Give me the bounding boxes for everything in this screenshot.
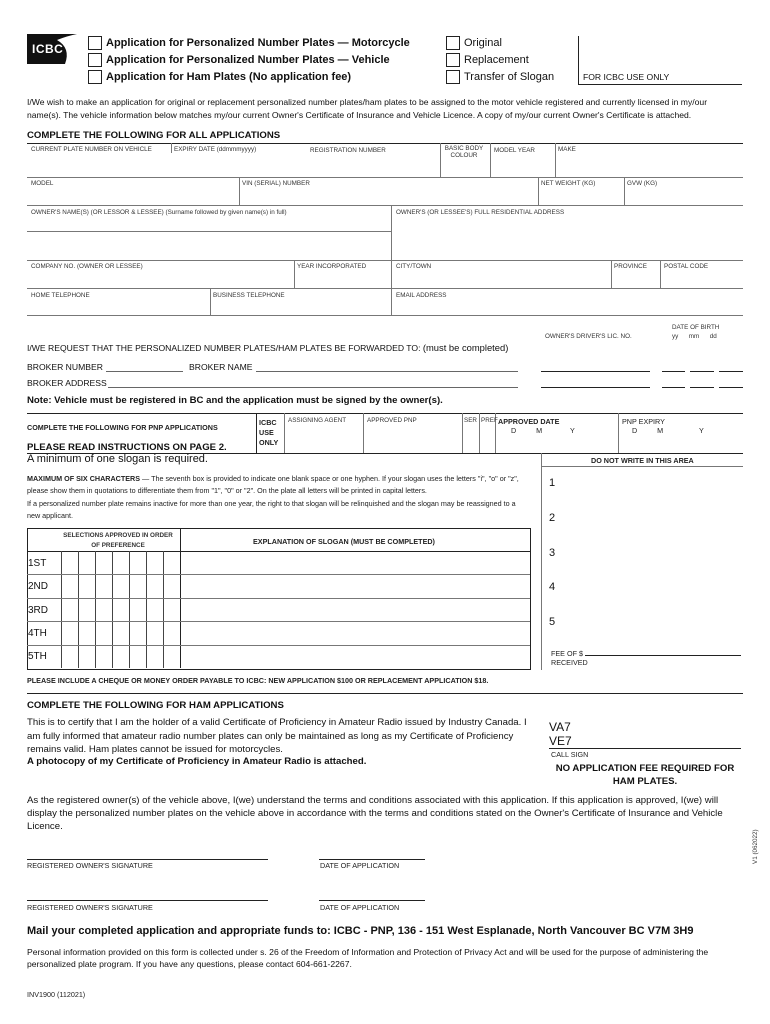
form-number: INV1900 (112021) [27,990,86,999]
max-chars-title: MAXIMUM OF SIX CHARACTERS [27,474,141,483]
icbc-use-only-label: FOR ICBC USE ONLY [583,72,670,82]
request-original[interactable] [446,36,502,50]
current-plate-label: CURRENT PLATE NUMBER ON VEHICLE [31,146,152,153]
call-prefix-ve7: VE7 [549,734,572,748]
gvw-input[interactable] [626,189,741,203]
date-app-label: DATE OF APPLICATION [320,861,400,870]
divider [210,288,211,315]
company-no-input[interactable] [29,272,292,286]
broker-address-label: BROKER ADDRESS [27,378,107,388]
checkbox[interactable] [446,70,460,84]
postal-code-input[interactable] [662,272,741,286]
dob-label: DATE OF BIRTH [672,324,720,331]
rule [27,288,743,289]
ser-label: SER [464,417,477,424]
rule [27,315,743,316]
net-weight-input[interactable] [540,189,622,203]
divider [611,260,612,288]
assigning-agent-label: ASSIGNING AGENT [288,417,347,424]
forward-request-text: I/WE REQUEST THAT THE PERSONALIZED NUMBER PLATES/HAM PLATES BE FORWARDED TO: [27,343,421,353]
divider [462,413,463,453]
owner-names-input[interactable] [29,218,389,258]
request-label: Original [464,36,502,49]
icbc-use-label: ICBC USE ONLY [259,418,279,447]
version-label [752,829,759,864]
body-colour-label: BASIC BODY COLOUR [444,145,484,159]
divider [171,143,172,153]
approved-date-dmy: D M Y [511,426,575,435]
icbc-logo [27,34,77,64]
call-sign-line [549,748,741,749]
dob-dd-line-2[interactable] [719,387,743,388]
office-number: 3 [549,547,556,559]
drivers-lic-line-2[interactable] [541,387,650,388]
type-label: Application for Personalized Number Plates — Motorcycle [106,36,410,49]
drivers-lic-line-1[interactable] [541,371,650,372]
divider [440,143,441,177]
do-not-write-label: DO NOT WRITE IN THIS AREA [591,456,694,465]
broker-name-line[interactable] [256,371,518,372]
checkbox[interactable] [88,36,102,50]
owner-names-label: OWNER'S NAME(S) (OR LESSOR & LESSEE) (Surname followed by given name(s) in full) [31,209,287,216]
icbc-box-bottom [578,84,742,85]
received-label: RECEIVED [551,658,588,667]
choice-label: 4TH [28,628,47,639]
date-line-1[interactable] [319,859,425,860]
ham-photocopy: A photocopy of my Certificate of Proficiency in Amateur Radio is attached. [27,756,367,767]
cheque-note: PLEASE INCLUDE A CHEQUE OR MONEY ORDER PAYABLE TO ICBC: NEW APPLICATION $100 OR REPLACEMENT APPLICATION $18. [27,676,489,685]
choice-label: 2ND [28,581,49,592]
dob-fields: yy mm dd [672,333,717,340]
divider [239,177,240,205]
dob-yy-line-2[interactable] [662,387,685,388]
net-weight-label: NET WEIGHT (KG) [541,180,596,187]
vin-label: VIN (SERIAL) NUMBER [242,180,310,187]
rule [27,413,743,414]
rule [27,143,743,144]
date-line-2[interactable] [319,900,425,901]
registration-note: Note: Vehicle must be registered in BC and the application must be signed by the owner(s). [27,395,443,406]
request-label: Replacement [464,53,529,66]
request-replacement[interactable] [446,53,529,67]
fee-of-label: FEE OF $ [551,649,583,658]
explanation-header: EXPLANATION OF SLOGAN (MUST BE COMPLETED) [253,537,435,546]
current-plate-input[interactable] [29,155,169,175]
broker-number-label: BROKER NUMBER [27,362,103,372]
city-label: CITY/TOWN [396,263,432,270]
divider [624,177,625,205]
logo-text: ICBC [32,42,64,56]
divider [660,260,661,288]
postal-code-label: POSTAL CODE [664,263,709,270]
owner-address-input[interactable] [393,218,741,258]
office-area-left [541,453,542,670]
type-vehicle[interactable] [88,53,390,67]
email-label: EMAIL ADDRESS [396,292,447,299]
drivers-lic-label: OWNER'S DRIVER'S LIC. NO. [545,333,632,340]
pnp-expiry-label: PNP EXPIRY [622,417,665,426]
divider [363,413,364,453]
forward-request [27,342,508,353]
no-fee-text: NO APPLICATION FEE REQUIRED FOR HAM PLATES. [555,763,735,787]
slogan-input-3[interactable] [62,599,179,620]
type-motorcycle[interactable] [88,36,410,50]
divider [538,177,539,205]
checkbox[interactable] [88,70,102,84]
checkbox[interactable] [88,53,102,67]
icbc-box-left [578,36,579,84]
pnp-heading: COMPLETE THE FOLLOWING FOR PNP APPLICATIONS [27,423,218,432]
divider [555,143,556,177]
read-instructions: PLEASE READ INSTRUCTIONS ON PAGE 2. [27,442,227,453]
max-chars-body: — The seventh box is provided to indicate one blank space or one hyphen. If your slogan uses the letters "i", "o" or "z", please show them in quotations to differentiate them from "1", "0" or "2". On the plate all letters will be printed in capital letters. [27,474,519,495]
forward-must: (must be completed) [422,342,509,353]
divider [490,143,491,177]
version-text: V1 (062022) [752,829,759,864]
choice-label: 3RD [28,605,49,616]
dob-mm-line[interactable] [690,371,714,372]
declaration-text: As the registered owner(s) of the vehicle above, I(we) understand the terms and conditions associated with this application. If this application is approved, I(we) will display the personalized number plates on the vehicle above in accordance with the terms and conditions stated on the Owner's Certificate of Insurance and Vehicle Licence. [27,795,723,832]
request-label: Transfer of Slogan [464,70,555,83]
divider [391,205,392,260]
checkbox[interactable] [446,53,460,67]
choice-label: 1ST [28,558,47,569]
expiry-input[interactable] [173,155,303,175]
province-input[interactable] [613,272,658,286]
call-prefix-va7: VA7 [549,720,571,734]
owner-sig-label: REGISTERED OWNER'S SIGNATURE [27,903,153,912]
date-app-label: DATE OF APPLICATION [320,903,400,912]
model-label: MODEL [31,180,54,187]
selections-header: SELECTIONS APPROVED IN ORDER OF PREFERENCE [63,532,173,549]
all-apps-heading: COMPLETE THE FOLLOWING FOR ALL APPLICATIONS [27,130,281,141]
owner-signature-line-1[interactable] [27,859,268,860]
choice-label: 5TH [28,651,47,662]
slogan-input-4[interactable] [62,622,179,644]
broker-name-label: BROKER NAME [189,362,253,372]
inactive-text: If a personalized number plate remains inactive for more than one year, the right to that slogan will be relinquished and the slogan may be reassigned to a new applicant. [27,499,516,520]
call-sign-label: CALL SIGN [551,750,589,759]
rule [541,466,743,467]
approved-pnp-label: APPROVED PNP [367,417,417,424]
min-slogan: A minimum of one slogan is required. [27,453,208,465]
rule [27,260,743,261]
email-input[interactable] [393,300,741,313]
divider [618,413,619,453]
ham-text: This is to certify that I am the holder of a valid Certificate of Proficiency in Amateur Radio issued by Industry Canada. I am fully informed that amateur radio number plates can only be maintained as long as my Certificate of Proficiency remains valid. Ham plates cannot be issued for motorcycles. [27,717,527,755]
rule [27,693,743,694]
office-number: 1 [549,477,556,489]
office-number: 4 [549,581,556,593]
dob-mm-line-2[interactable] [690,387,714,388]
business-phone-input[interactable] [212,300,389,313]
call-sign-input[interactable] [575,720,741,748]
owner-signature-line-2[interactable] [27,900,268,901]
type-ham[interactable] [88,70,351,84]
rule [27,177,743,178]
intro-text: I/We wish to make an application for original or replacement personalized number plates/ham plates to be assigned to the motor vehicle registered and currently licensed in my/our name(s). The vehicle information below matches my/our current Owner's Certificate of Insurance and Vehicle Licence. A copy of my/our current Owner's Certificate is attached. [27,97,708,120]
pref-label: PREF [481,417,498,424]
slogan-input-1[interactable] [62,552,179,573]
divider [284,413,285,453]
mail-instructions: Mail your completed application and appropriate funds to: ICBC - PNP, 136 - 151 West Esplanade, North Vancouver BC V7M 3H9 [27,925,694,937]
rule [27,205,743,206]
office-number: 2 [549,512,556,524]
expiry-label: EXPIRY DATE (ddmmmyyyy) [174,146,257,153]
checkbox[interactable] [446,36,460,50]
vin-input[interactable] [241,189,536,203]
province-label: PROVINCE [614,263,647,270]
broker-number-line[interactable] [106,371,183,372]
privacy-text: Personal information provided on this form is collected under s. 26 of the Freedom of Information and Protection of Privacy Act and will be used for the purpose of administering the personalized plate program. If you have any questions, please contact 604-661-2267. [27,947,709,969]
home-phone-input[interactable] [29,300,208,313]
approved-date-label: APPROVED DATE [498,417,560,426]
model-year-label: MODEL YEAR [494,147,535,154]
ham-heading: COMPLETE THE FOLLOWING FOR HAM APPLICATIONS [27,700,284,711]
broker-address-line[interactable] [108,387,518,388]
office-number: 5 [549,616,556,628]
business-phone-label: BUSINESS TELEPHONE [213,292,285,299]
registration-input[interactable] [308,157,436,175]
dob-dd-line[interactable] [719,371,743,372]
type-label: Application for Personalized Number Plates — Vehicle [106,53,390,66]
gvw-label: GVW (KG) [627,180,658,187]
model-input[interactable] [29,189,237,203]
fee-line [585,655,741,656]
city-input[interactable] [393,272,609,286]
slogan-input-2[interactable] [62,575,179,597]
slogan-input-5[interactable] [62,646,179,667]
owner-sig-label: REGISTERED OWNER'S SIGNATURE [27,861,153,870]
request-transfer[interactable] [446,70,554,84]
year-incorporated-input[interactable] [296,272,389,286]
owner-address-label: OWNER'S (OR LESSEE'S) FULL RESIDENTIAL ADDRESS [396,209,565,216]
max-chars-text [27,473,529,496]
company-no-label: COMPANY NO. (OWNER OR LESSEE) [31,263,143,270]
divider [479,413,480,453]
divider [256,413,257,453]
dob-yy-line[interactable] [662,371,685,372]
explanation-input[interactable] [182,552,528,667]
year-incorporated-label: YEAR INCORPORATED [297,263,367,270]
type-label: Application for Ham Plates (No application fee) [106,70,352,83]
pnp-expiry-dmy: D M Y [632,426,704,435]
registration-label: REGISTRATION NUMBER [310,147,386,154]
make-label: MAKE [558,146,576,153]
home-phone-label: HOME TELEPHONE [31,292,90,299]
divider [294,260,295,288]
